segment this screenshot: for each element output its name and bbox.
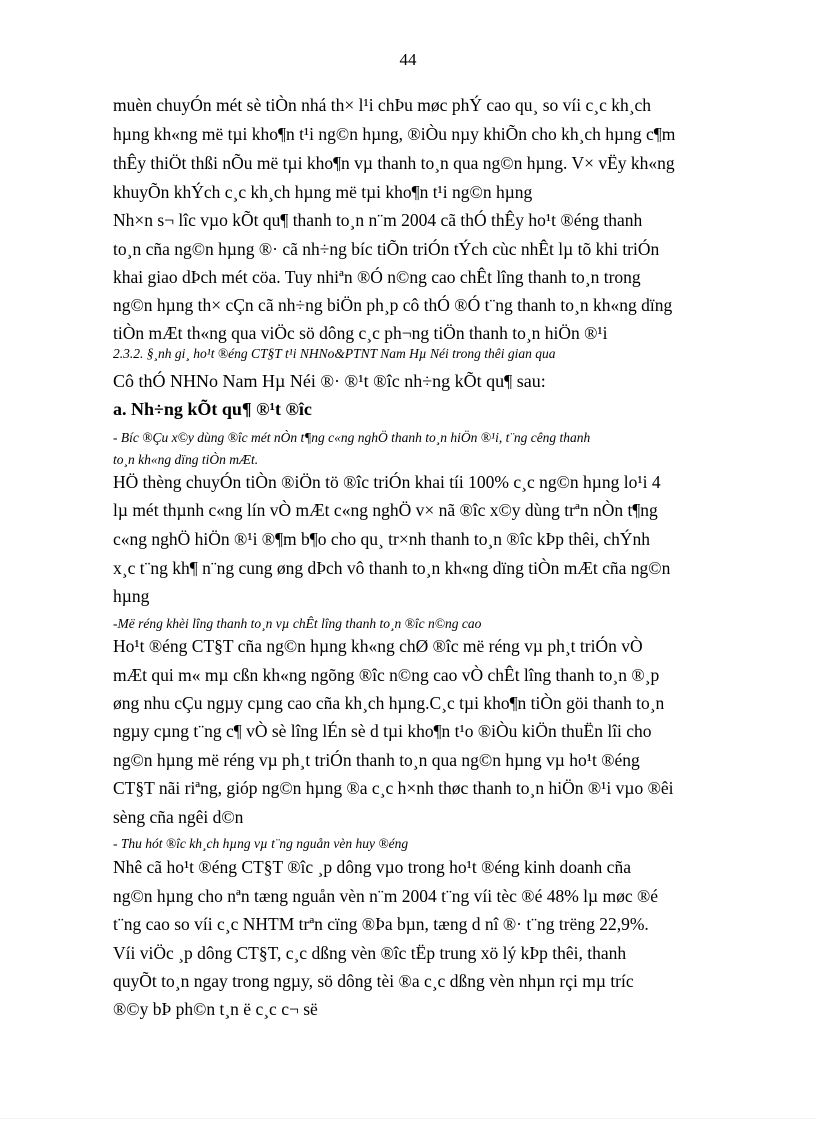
body-line: ®©y bÞ ph©n t¸n ë c¸c c¬ së <box>113 999 318 1019</box>
body-line: lµ mét thµnh c«ng lín vÒ mÆt c«ng nghÖ v× nã ®îc x©y dùng trªn nÒn t¶ng <box>113 500 658 520</box>
italic-point: - Bíc ®Çu x©y dùng ®îc mét nÒn t¶ng c«ng nghÖ thanh to¸n hiÖn ®¹i, t¨ng cêng thanh <box>113 430 591 445</box>
body-line: ngµy cµng t¨ng c¶ vÒ sè lîng lÉn sè d tµi kho¶n t¹o ®iÒu kiÖn thuËn lîi cho <box>113 721 652 741</box>
body-line: t¨ng cao so víi c¸c NHTM trªn cïng ®Þa bµn, tæng d nî ®· t¨ng trëng 22,9%. <box>113 914 649 934</box>
body-line: ng©n hµng cho nªn tæng nguån vèn n¨m 2004 t¨ng víi tèc ®é 48% lµ møc ®é <box>113 886 659 906</box>
body-line: c«ng nghÖ hiÖn ®¹i ®¶m b¶o cho qu¸ tr×nh thanh to¸n ®îc kÞp thêi, chÝnh <box>113 529 650 549</box>
body-line: quyÕt to¸n ngay trong ngµy, sö dông tèi ®a c¸c dßng vèn nhµn rçi mµ tríc <box>113 971 634 991</box>
page-number: 44 <box>399 50 417 69</box>
body-line: Nh×n s¬ lîc vµo kÕt qu¶ thanh to¸n n¨m 2004 cã thÓ thÊy ho¹t ®éng thanh <box>113 210 643 230</box>
body-line: tiÒn mÆt th«ng qua viÖc sö dông c¸c ph¬ng tiÖn thanh to¸n hiÖn ®¹i <box>113 323 608 343</box>
subsection-heading: a. Nh÷ng kÕt qu¶ ®¹t ®îc <box>113 399 312 419</box>
italic-point: - Thu hót ®îc kh¸ch hµng vµ t¨ng nguån vèn huy ®éng <box>113 836 409 851</box>
body-line: ng©n hµng th× cÇn cã nh÷ng biÖn ph¸p cô thÓ ®Ó t¨ng thanh to¸n kh«ng dïng <box>113 295 673 315</box>
body-line: Cô thÓ NHNo Nam Hµ Néi ®· ®¹t ®îc nh÷ng kÕt qu¶ sau: <box>113 371 546 391</box>
body-line: Víi viÖc ¸p dông CT§T, c¸c dßng vèn ®îc tËp trung xö lý kÞp thêi, thanh <box>113 943 627 963</box>
section-heading: 2.3.2. §¸nh gi¸ ho¹t ®éng CT§T t¹i NHNo&PTNT Nam Hµ Néi trong thêi gian qua <box>113 346 556 361</box>
italic-point: -Më réng khèi lîng thanh to¸n vµ chÊt lîng thanh to¸n ®îc n©ng cao <box>113 616 482 631</box>
body-line: hµng <box>113 586 150 606</box>
body-line: khai giao dÞch mét cöa. Tuy nhiªn ®Ó n©ng cao chÊt lîng thanh to¸n trong <box>113 267 641 287</box>
page-bottom-edge <box>0 1118 816 1119</box>
body-line: Ho¹t ®éng CT§T cña ng©n hµng kh«ng chØ ®îc më réng vµ ph¸t triÓn vÒ <box>113 636 643 656</box>
body-line: ng©n hµng më réng vµ ph¸t triÓn thanh to¸n qua ng©n hµng vµ ho¹t ®éng <box>113 750 640 770</box>
body-line: thÊy thiÖt thßi nÕu më tµi kho¶n vµ thanh to¸n qua ng©n hµng. V× vËy kh«ng <box>113 153 675 173</box>
body-line: øng nhu cÇu ngµy cµng cao cña kh¸ch hµng.C¸c tµi kho¶n tiÒn göi thanh to¸n <box>113 693 665 713</box>
body-line: HÖ thèng chuyÓn tiÒn ®iÖn tö ®îc triÓn khai tíi 100% c¸c ng©n hµng lo¹i 4 <box>113 472 661 492</box>
body-line: to¸n cña ng©n hµng ®· cã nh÷ng bíc tiÕn triÓn tÝch cùc nhÊt lµ tõ khi triÓn <box>113 239 660 259</box>
body-line: hµng kh«ng më tµi kho¶n t¹i ng©n hµng, ®iÒu nµy khiÕn cho kh¸ch hµng c¶m <box>113 124 676 144</box>
body-line: mÆt qui m« mµ cßn kh«ng ngõng ®îc n©ng cao vÒ chÊt lîng thanh to¸n ®¸p <box>113 665 660 685</box>
body-line: sèng cña ngêi d©n <box>113 807 244 827</box>
body-line: CT§T nãi riªng, gióp ng©n hµng ®a c¸c h×nh thøc thanh to¸n hiÖn ®¹i vµo ®êi <box>113 778 674 798</box>
body-line: khuyÕn khÝch c¸c kh¸ch hµng më tµi kho¶n t¹i ng©n hµng <box>113 182 533 202</box>
body-line: muèn chuyÓn mét sè tiÒn nhá th× l¹i chÞu møc phÝ cao qu¸ so víi c¸c kh¸ch <box>113 95 652 115</box>
italic-point: to¸n kh«ng dïng tiÒn mÆt. <box>113 452 259 467</box>
body-line: x¸c t¨ng kh¶ n¨ng cung øng dÞch vô thanh to¸n kh«ng dïng tiÒn mÆt cña ng©n <box>113 558 671 578</box>
body-line: Nhê cã ho¹t ®éng CT§T ®îc ¸p dông vµo trong ho¹t ®éng kinh doanh cña <box>113 857 631 877</box>
